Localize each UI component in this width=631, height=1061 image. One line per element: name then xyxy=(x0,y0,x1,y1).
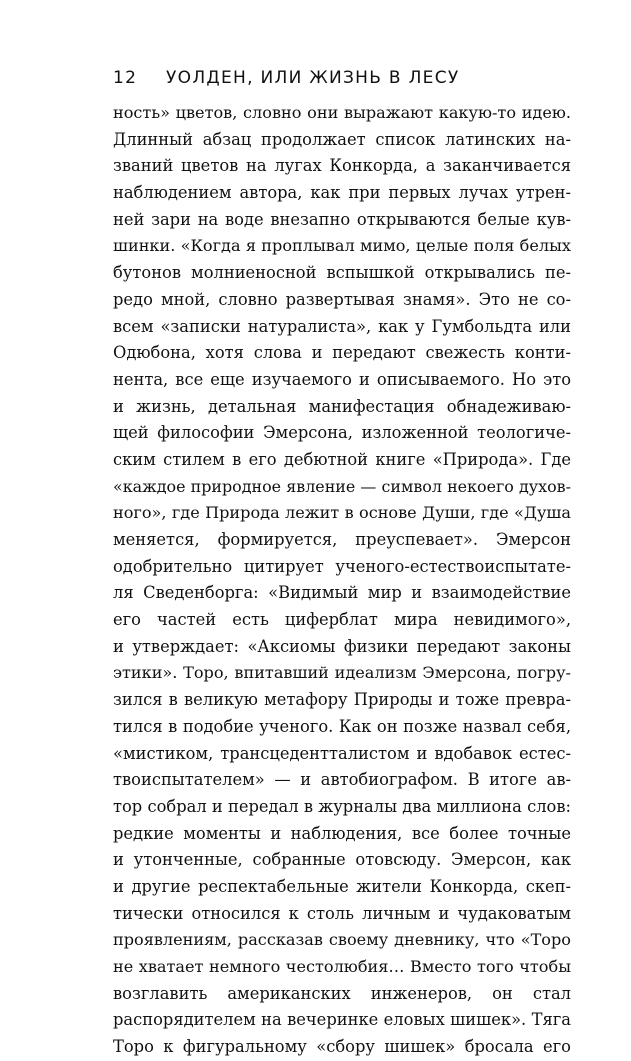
text-line: ля Сведенборга: «Видимый мир и взаимодействие xyxy=(113,583,571,603)
text-line: проявлениям, рассказав своему дневнику, что «Торо xyxy=(113,930,571,950)
running-head xyxy=(113,64,573,92)
text-line: возглавить американских инженеров, он стал xyxy=(113,983,571,1003)
text-line: ность» цветов, словно они выражают какую-то идею. xyxy=(113,103,571,122)
text-line: ного», где Природа лежит в основе Души, где «Душа xyxy=(113,503,571,523)
text-line: его частей есть циферблат мира невидимого», xyxy=(113,610,571,630)
text-line: зился в великую метафору Природы и тоже превра- xyxy=(113,690,571,710)
text-line: званий цветов на лугах Конкорда, а заканчивается xyxy=(113,156,571,176)
text-line: и другие респектабельные жители Конкорда, скеп- xyxy=(113,876,571,896)
text-line: не хватает немного честолюбия… Вместо того чтобы xyxy=(113,957,571,976)
text-line: этики». Торо, впитавший идеализм Эмерсона, погру- xyxy=(113,663,571,683)
text-line: и утверждает: «Аксиомы физики передают законы xyxy=(113,636,571,656)
text-line: щей философии Эмерсона, изложенной теологиче- xyxy=(113,423,571,443)
text-line: Длинный абзац продолжает список латинских на- xyxy=(113,129,571,149)
text-line: ней зари на воде внезапно открываются белые кув- xyxy=(113,209,571,229)
text-line: «каждое природное явление — символ некоего духов- xyxy=(113,476,571,496)
text-line: бутонов молниеносной вспышкой открывались пе- xyxy=(113,263,571,283)
page-number: 12 xyxy=(113,68,138,88)
body-text xyxy=(113,100,571,1061)
text-line: нента, все еще изучаемого и описываемого. Но это xyxy=(113,369,571,389)
text-line: тически относился к столь личным и чудаковатым xyxy=(113,903,571,923)
text-line: и утонченные, собранные отовсюду. Эмерсон, как xyxy=(113,850,571,870)
book-title: УОЛДЕН, ИЛИ ЖИЗНЬ В ЛЕСУ xyxy=(166,68,460,88)
text-line: редо мной, словно развертывая знамя». Это не со- xyxy=(113,289,571,309)
text-line: ским стилем в его дебютной книге «Природа». Где xyxy=(113,449,571,469)
text-line: тор собрал и передал в журналы два миллиона слов: xyxy=(113,796,571,816)
text-line: «мистиком, трансцедентталистом и вдобавок естес- xyxy=(113,743,571,763)
text-line: тился в подобие ученого. Как он позже назвал себя, xyxy=(113,716,571,736)
text-line: шинки. «Когда я проплывал мимо, целые поля белых xyxy=(113,236,571,256)
text-line: твоиспытателем» — и автобиографом. В итоге ав- xyxy=(113,770,571,790)
text-line: одобрительно цитирует ученого-естествоиспытате- xyxy=(113,556,571,576)
text-line: распорядителем на вечеринке еловых шишек». Тяга xyxy=(113,1010,571,1030)
text-line: и жизнь, детальная манифестация обнадеживаю- xyxy=(113,396,571,416)
text-line: Торо к фигуральному «сбору шишек» бросала его xyxy=(113,1037,571,1057)
text-line: всем «записки натуралиста», как у Гумбольдта или xyxy=(113,316,571,336)
text-line: Одюбона, хотя слова и передают свежесть конти- xyxy=(113,343,571,363)
text-line: меняется, формируется, преуспевает». Эмерсон xyxy=(113,530,571,549)
text-line: редкие моменты и наблюдения, все более точные xyxy=(113,823,571,843)
text-line: наблюдением автора, как при первых лучах утрен- xyxy=(113,183,571,203)
